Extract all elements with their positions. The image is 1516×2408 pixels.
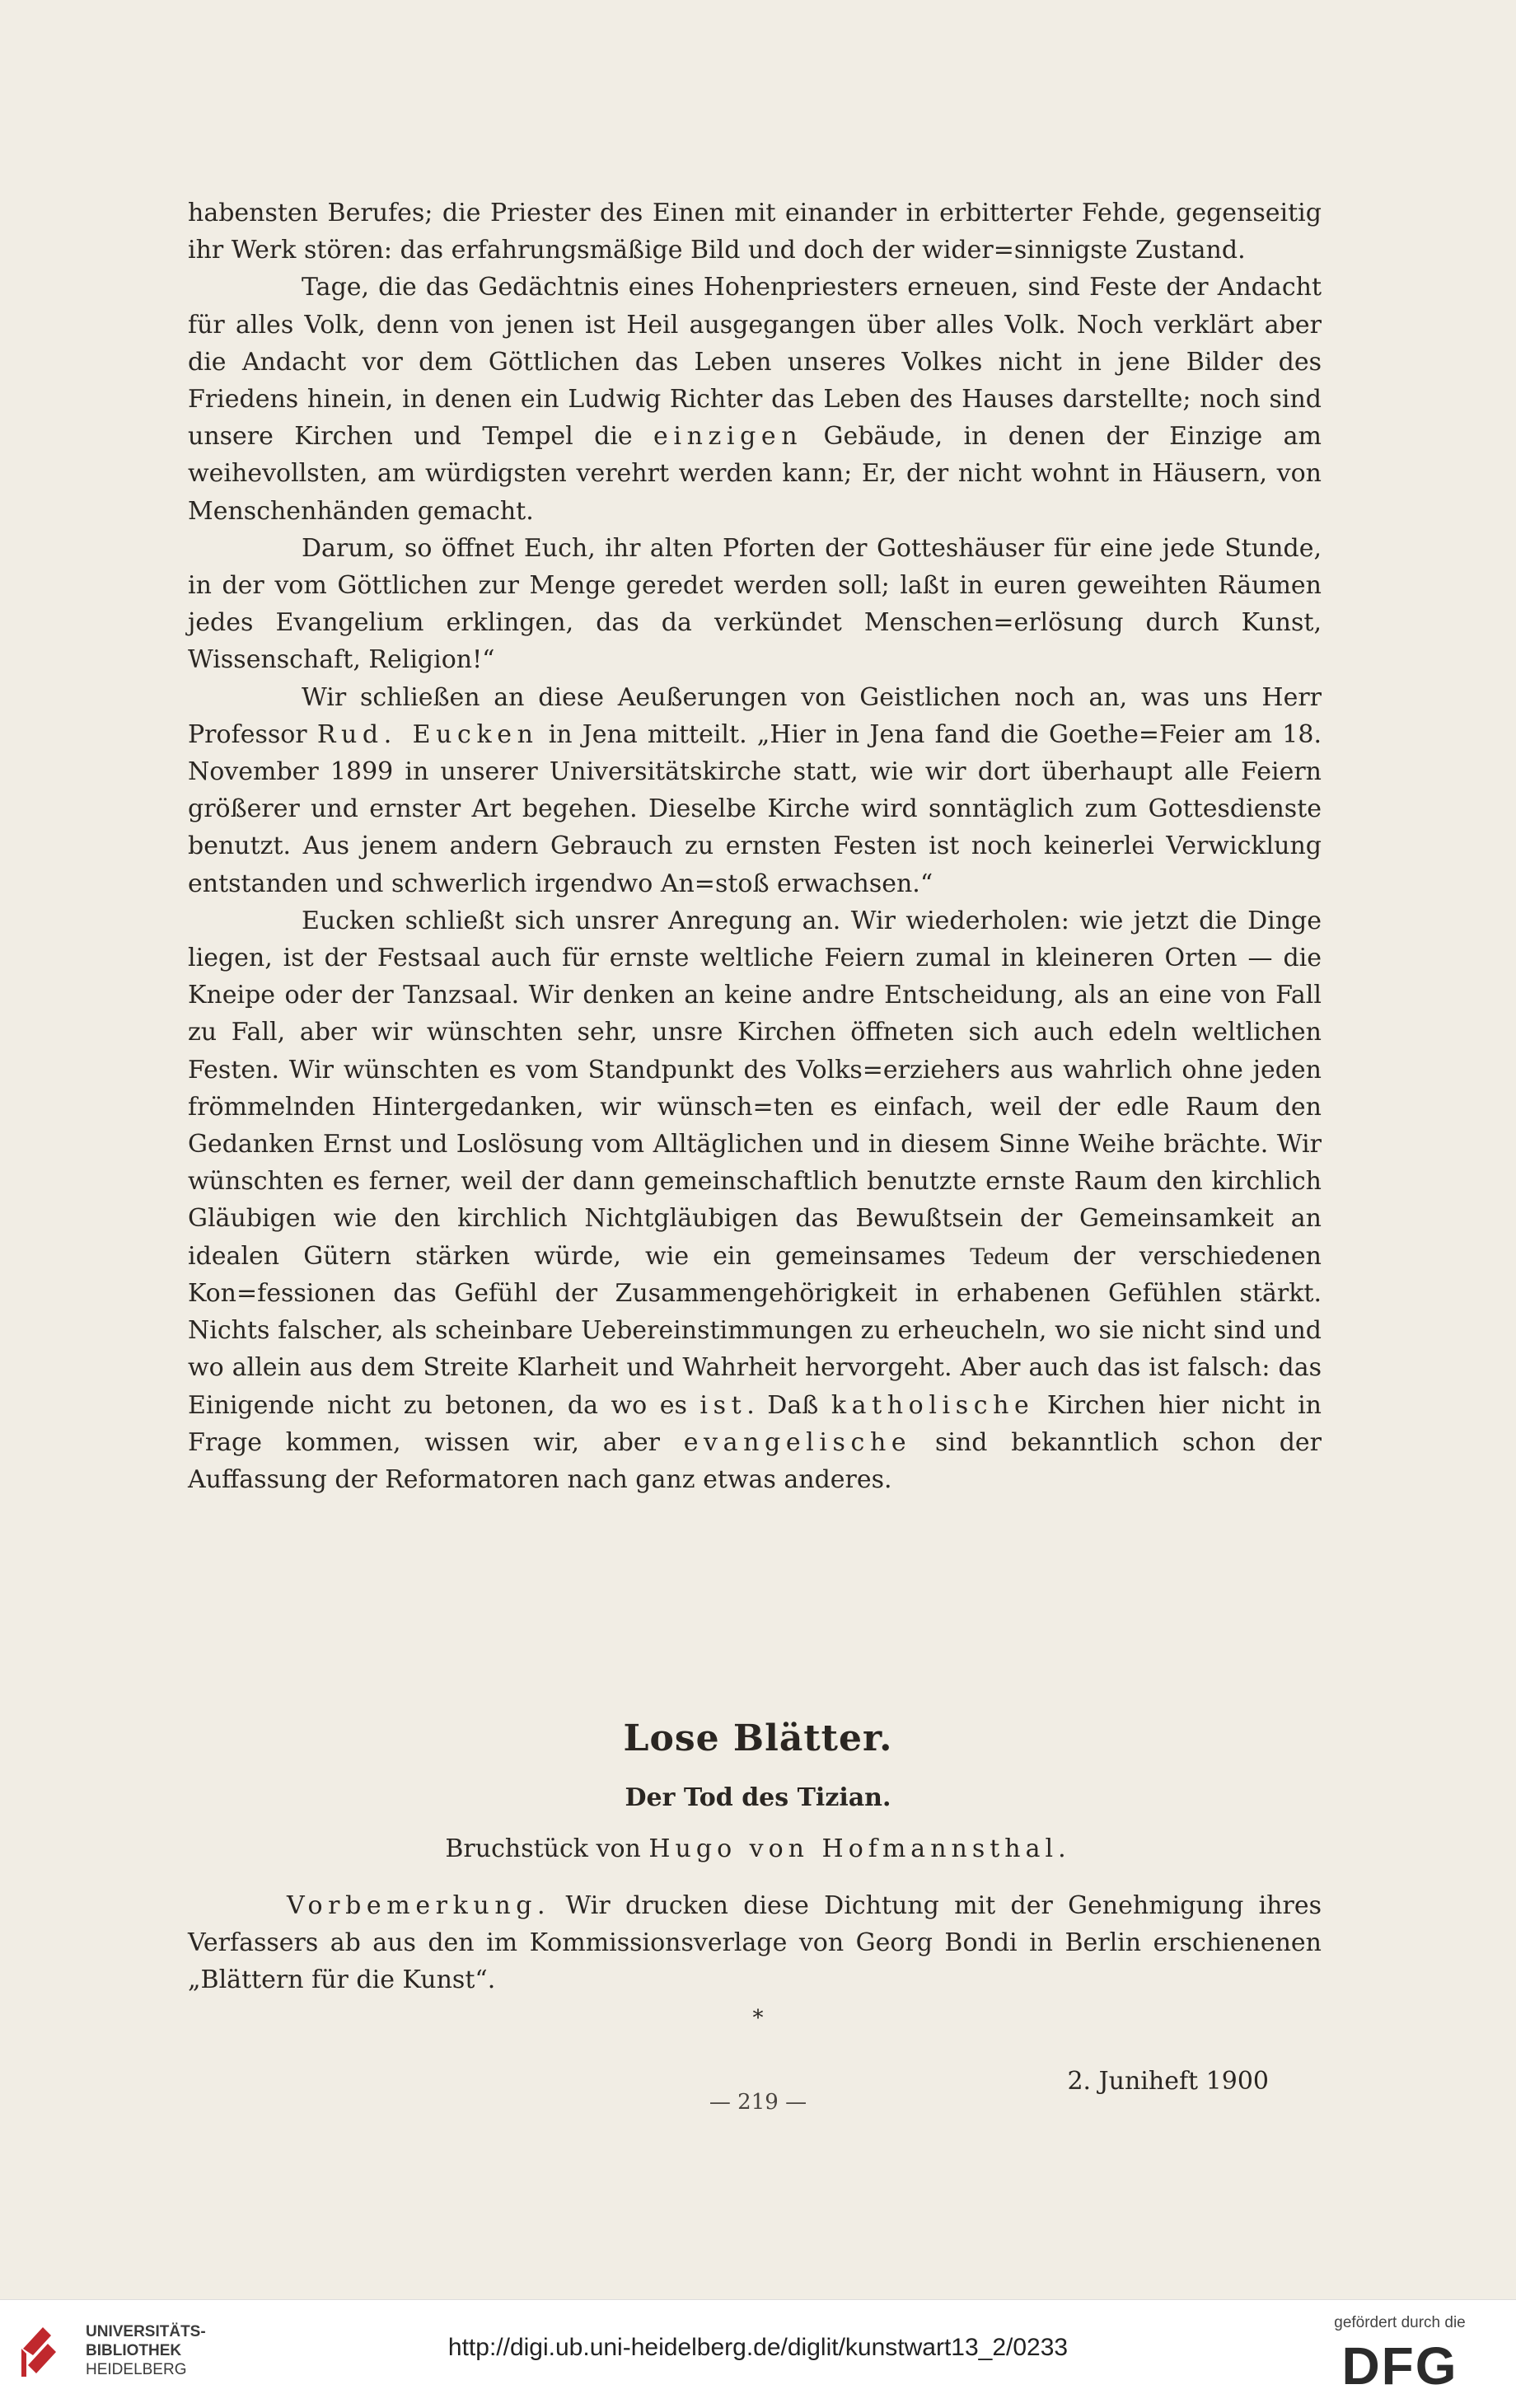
paragraph: Darum, so öffnet Euch, ihr alten Pforten der Gotteshäuser für eine jede Stunde, in der vom Göttlichen zur Menge geredet werden soll; laßt in euren geweihten Räumen jedes Evangelium erklingen, das da verkündet Menschen=erlösung durch Kunst, Wissenschaft, Religion!“ <box>188 533 1322 675</box>
byline <box>0 1834 1516 1863</box>
emphasis-einzigen: einzigen <box>653 422 803 452</box>
issue-label: 2. Juniheft 1900 <box>1067 2067 1269 2096</box>
dfg-logo: DFG <box>1341 2336 1458 2396</box>
asterisk-divider: * <box>752 2006 764 2031</box>
foreword-paragraph <box>188 1887 1322 1999</box>
paragraph: Wir schließen an diese Aeußerungen von Geistlichen noch an, was uns Herr Professor Rud. Eucken in Jena mitteilt. „Hier in Jena fand die Goethe=Feier am 18. November 1899 in unserer Universitätskirche statt, wie wir dort überhaupt alle Feiern größerer und ernster Art begehen. Dieselbe Kirche wird sonntäglich zum Gottesdienste benutzt. Aus jenem andern Gebrauch zu ernsten Festen ist noch keinerlei Verwicklung entstanden und schwerlich irgendwo An=stoß erwachsen.“ <box>188 682 1322 898</box>
emphasis-name: Rud. Eucken <box>316 719 539 749</box>
emphasis-ist: ist <box>700 1390 747 1420</box>
page-number: — 219 — <box>709 2090 807 2115</box>
byline-prefix: Bruchstück von <box>445 1834 641 1863</box>
paragraph: habensten Berufes; die Priester des Einen mit einander in erbitterter Fehde, gegenseitig ihr Werk stören: das erfahrungsmäßige Bild und doch der wider=sinnigste Zustand. <box>188 199 1322 265</box>
byline-author: Hugo von Hofmannsthal. <box>648 1834 1071 1863</box>
body-text <box>188 194 1322 1498</box>
foreword <box>188 1887 1322 1999</box>
emphasis-katholische: katholische <box>831 1390 1035 1420</box>
section-title: Lose Blätter. <box>623 1717 893 1759</box>
foreword-text: Wir drucken diese Dichtung mit der Genehmigung ihres Verfassers ab aus den im Kommissionsverlage von Georg Bondi in Berlin erschienenen „Blättern für die Kunst“. <box>188 1891 1322 1995</box>
subtitle: Der Tod des Tizian. <box>625 1783 891 1812</box>
paragraph: Eucken schließt sich unsrer Anregung an. Wir wiederholen: wie jetzt die Dinge liegen, ist der Festsaal auch für ernste weltliche Feiern zumal in kleineren Orten — die Kneipe oder der Tanzsaal. Wir denken an keine andre Entscheidung, als an eine von Fall zu Fall, aber wir wünschten sehr, unsre Kirchen öffneten sich auch edeln weltlichen Festen. Wir wünschten es vom Standpunkt des Volks=erziehers aus wahrlich ohne jeden frömmelnden Hintergedanken, wir wünsch=ten es einfach, weil der edle Raum den Gedanken Ernst und Loslösung vom Alltäglichen und in diesem Sinne Weihe brächte. Wir wünschten es ferner, weil der dann gemeinschaftlich benutzte ernste Raum den kirchlich Gläubigen wie den kirchlich Nichtgläubigen das Bewußtsein der Gemeinsamkeit an idealen Gütern stärken würde, wie ein gemeinsames Tedeum der verschiedenen Kon=fessionen das Gefühl der Zusammengehörigkeit in erhabenen Gefühlen stärkt. Nichts falscher, als scheinbare Uebereinstimmungen zu erheucheln, wo sie nicht sind und wo allein aus dem Streite Klarheit und Wahrheit hervorgeht. Aber auch das ist falsch: das Einigende nicht zu betonen, da wo es ist. Daß katholische Kirchen hier nicht in Frage kommen, wissen wir, aber evangelische sind bekanntlich schon der Auffassung der Reformatoren nach ganz etwas anderes. <box>188 906 1322 1494</box>
paragraph: Tage, die das Gedächtnis eines Hohenpriesters erneuen, sind Feste der Andacht für alles Volk, denn von jenen ist Heil ausgegangen über alles Volk. Noch verklärt aber die Andacht vor dem Göttlichen das Leben unseres Volkes nicht in jene Bilder des Friedens hinein, in denen ein Ludwig Richter das Leben des Hauses darstellte; noch sind unsere Kirchen und Tempel die einzigen Gebäude, in denen der Einzige am weihevollsten, am würdigsten verehrt werden kann; Er, der nicht wohnt in Häusern, von Menschenhänden gemacht. <box>188 273 1322 526</box>
institution-name: UNIVERSITÄTS- BIBLIOTHEK HEIDELBERG <box>86 2323 206 2378</box>
emphasis-tedeum: Tedeum <box>970 1242 1050 1270</box>
funded-by-label: gefördert durch die <box>1334 2314 1466 2331</box>
emphasis-evangelische: evangelische <box>683 1427 912 1457</box>
foreword-label: Vorbemerkung. <box>287 1891 551 1920</box>
source-url-link[interactable]: http://digi.ub.uni-heidelberg.de/diglit/kunstwart13_2/0233 <box>447 2334 1069 2361</box>
